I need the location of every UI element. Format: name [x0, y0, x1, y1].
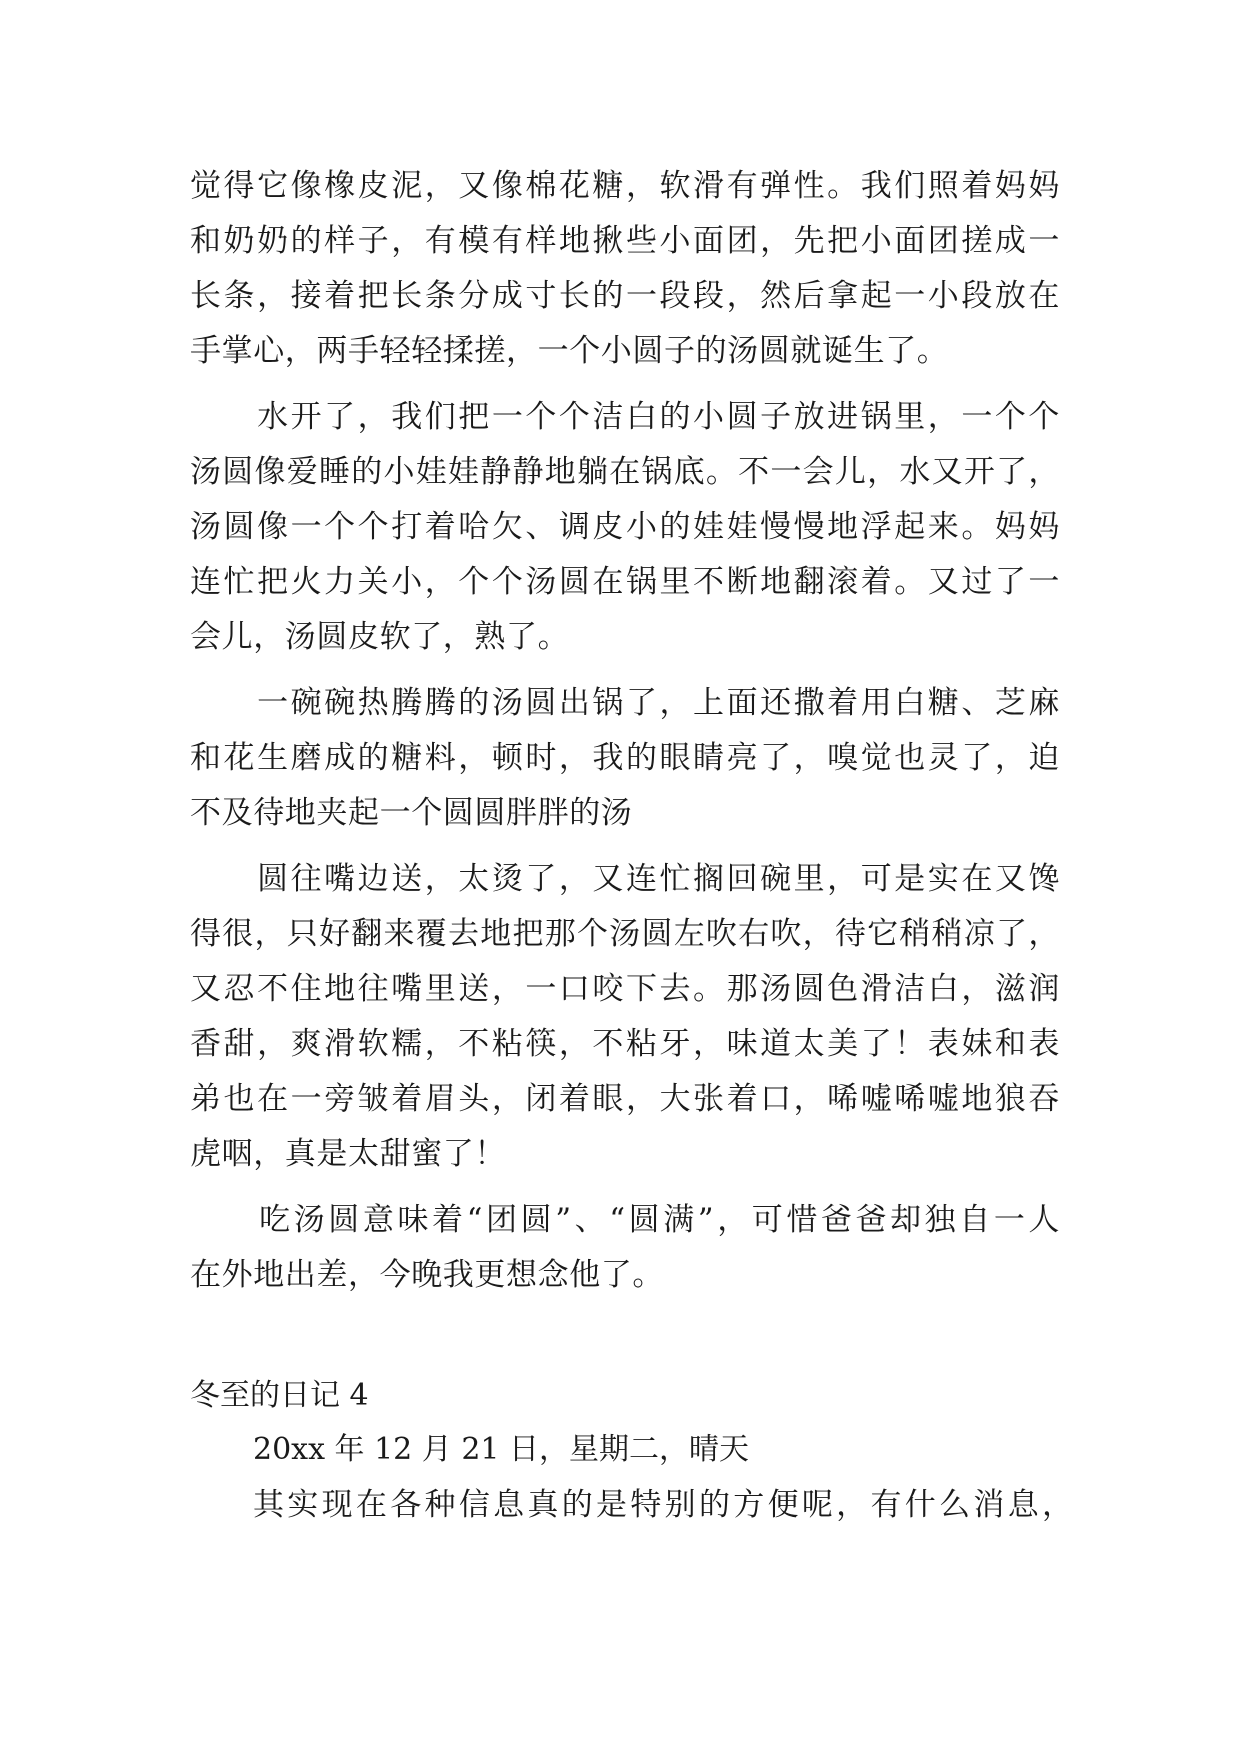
paragraph-line: 弟也在一旁皱着眉头，闭着眼，大张着口，唏嘘唏嘘地狼吞	[190, 1081, 1060, 1117]
paragraph-line: 得很，只好翻来覆去地把那个汤圆左吹右吹，待它稍稍凉了，	[190, 916, 1060, 952]
paragraph-line: 又忍不住地往嘴里送，一口咬下去。那汤圆色滑洁白，滋润	[190, 971, 1060, 1007]
paragraph-line: 其实现在各种信息真的是特别的方便呢，有什么消息，	[253, 1487, 1073, 1523]
paragraph-line: 连忙把火力关小，个个汤圆在锅里不断地翻滚着。又过了一	[190, 564, 1060, 600]
paragraph-line: 会儿，汤圆皮软了，熟了。	[190, 619, 570, 655]
paragraph-line: 水开了，我们把一个个洁白的小圆子放进锅里，一个个	[190, 399, 1060, 435]
paragraph-line: 一碗碗热腾腾的汤圆出锅了，上面还撒着用白糖、芝麻	[190, 685, 1060, 721]
paragraph-line: 虎咽，真是太甜蜜了！	[190, 1136, 506, 1172]
paragraph-line: 觉得它像橡皮泥，又像棉花糖，软滑有弹性。我们照着妈妈	[190, 168, 1060, 204]
paragraph-line: 和奶奶的样子，有模有样地揪些小面团，先把小面团搓成一	[190, 223, 1060, 259]
paragraph-line: 在外地出差，今晚我更想念他了。	[190, 1257, 664, 1293]
paragraph-line: 手掌心，两手轻轻揉搓，一个小圆子的汤圆就诞生了。	[190, 333, 949, 369]
paragraph-line: 和花生磨成的糖料，顿时，我的眼睛亮了，嗅觉也灵了，迫	[190, 740, 1060, 776]
paragraph-line: 汤圆像爱睡的小娃娃静静地躺在锅底。不一会儿，水又开了，	[190, 454, 1060, 490]
paragraph-line: 不及待地夹起一个圆圆胖胖的汤	[190, 795, 633, 831]
date-line: 20xx 年 12 月 21 日，星期二，晴天	[253, 1432, 750, 1467]
section-title: 冬至的日记 4	[190, 1378, 369, 1413]
paragraph-line: 汤圆像一个个打着哈欠、调皮小的娃娃慢慢地浮起来。妈妈	[190, 509, 1060, 545]
paragraph-line: 长条，接着把长条分成寸长的一段段，然后拿起一小段放在	[190, 278, 1060, 314]
paragraph-line: 香甜，爽滑软糯，不粘筷，不粘牙，味道太美了！表妹和表	[190, 1026, 1060, 1062]
paragraph-line: 吃汤圆意味着“团圆”、“圆满”，可惜爸爸却独自一人	[190, 1202, 1060, 1238]
paragraph-line: 圆往嘴边送，太烫了，又连忙搁回碗里，可是实在又馋	[190, 861, 1060, 897]
